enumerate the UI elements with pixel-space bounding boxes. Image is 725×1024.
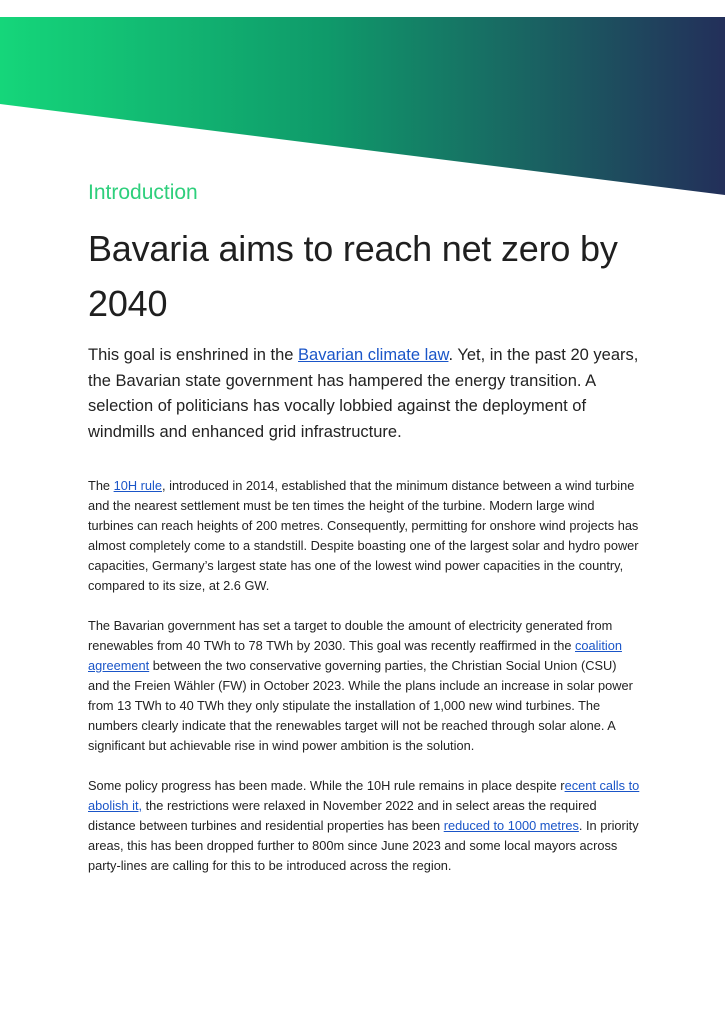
coalition-agreement-link[interactable]: coalition agreement [88, 638, 622, 673]
article-content [88, 178, 640, 876]
recent-calls-link[interactable]: ecent calls to abolish it, [88, 778, 640, 813]
page-title: Bavaria aims to reach net zero by 2040 [88, 228, 618, 324]
paragraph-policy-progress: Some policy progress has been made. While the 10H rule remains in place despite recent calls to abolish it, the restrictions were relaxed in November 2022 and in select areas the required distance between turbines and residential properties has been reduced to 1000 metres. In priority areas, this has been dropped further to 800m since June 2023 and some local mayors across party-lines are calling for this to be introduced across the region. [88, 778, 640, 873]
10h-rule-link[interactable]: 10H rule [113, 478, 162, 493]
paragraph-renewables-target: The Bavarian government has set a target to double the amount of electricity generated from renewables from 40 TWh to 78 TWh by 2030. This goal was recently reaffirmed in the coalition agreement between the two conservative governing parties, the Christian Social Union (CSU) and the Freien Wähler (FW) in October 2023. While the plans include an increase in solar power from 13 TWh to 40 TWh they only stipulate the installation of 1,000 new wind turbines. The numbers clearly indicate that the renewables target will not be reached through solar alone. A significant but achievable rise in wind power ambition is the solution. [88, 618, 633, 753]
paragraph-10h-rule: The 10H rule, introduced in 2014, established that the minimum distance between a wind turbine and the nearest settlement must be ten times the height of the turbine. Modern large wind turbines can reach heights of 200 metres. Consequently, permitting for onshore wind projects has almost completely come to a standstill. Despite boasting one of the largest solar and hydro power capacities, Germany’s largest state has one of the lowest wind power capacities in the country, compared to its size, at 2.6 GW. [88, 478, 639, 593]
section-label: Introduction [88, 181, 198, 204]
banner-shape [0, 17, 725, 195]
reduced-distance-link[interactable]: reduced to 1000 metres [443, 818, 579, 833]
header-banner [0, 17, 725, 195]
bavarian-climate-law-link[interactable]: Bavarian climate law [298, 346, 449, 364]
lead-paragraph: This goal is enshrined in the Bavarian climate law. Yet, in the past 20 years, the Bavarian state government has hampered the energy transition. A selection of politicians has vocally lobbied against the deployment of windmills and enhanced grid infrastructure. [88, 346, 639, 441]
